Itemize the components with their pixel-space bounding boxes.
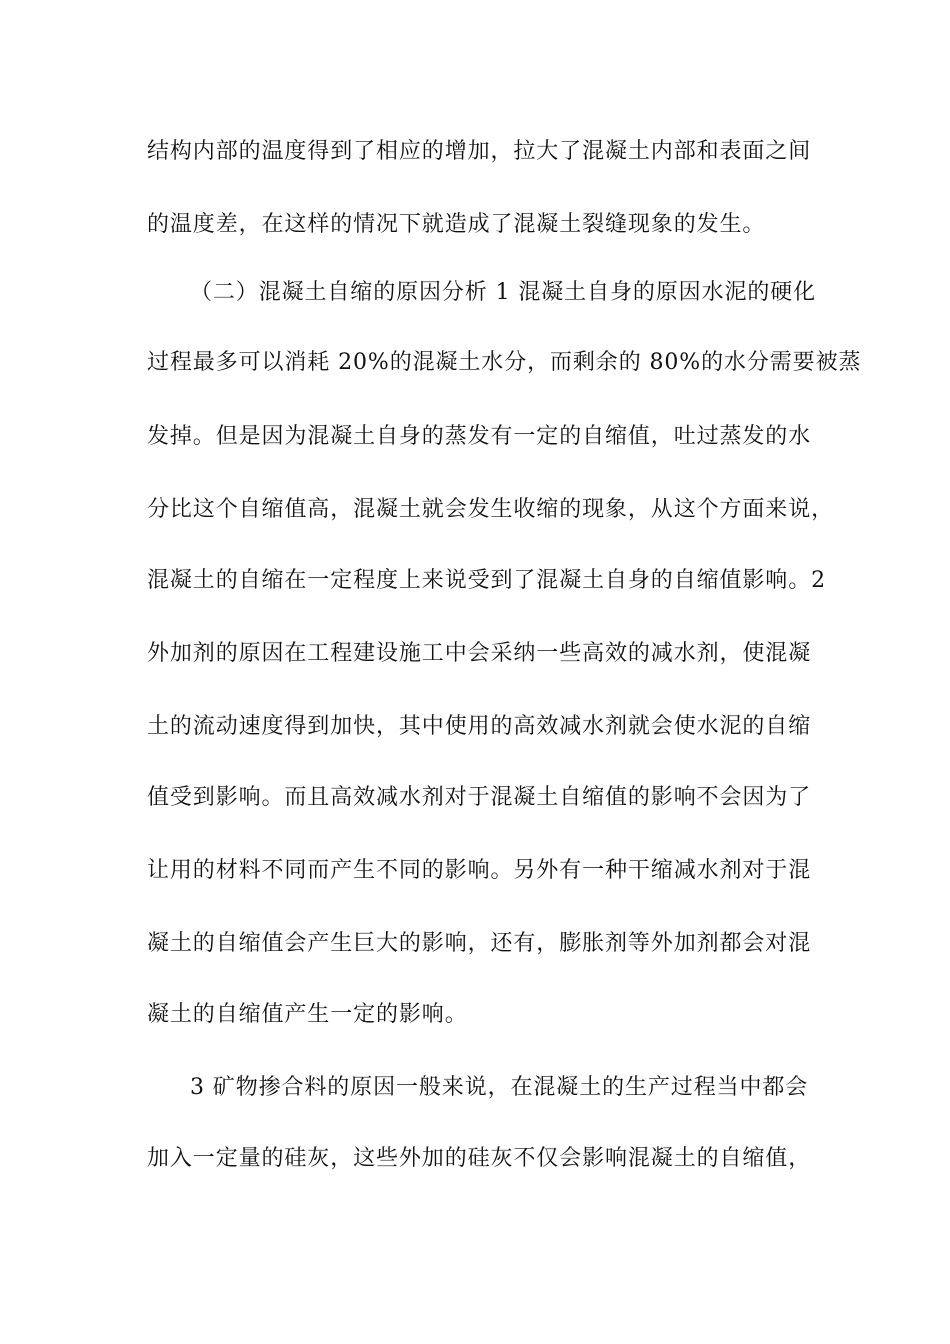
text-line: 发掉。但是因为混凝土自身的蒸发有一定的自缩值，吐过蒸发的水 bbox=[147, 424, 812, 449]
text-line: 凝土的自缩值产生一定的影响。 bbox=[147, 1002, 468, 1027]
text-line: 凝土的自缩值会产生巨大的影响，还有，膨胀剂等外加剂都会对混 bbox=[147, 931, 812, 956]
text-line: 土的流动速度得到加快，其中使用的高效减水剂就会使水泥的自缩 bbox=[147, 714, 812, 739]
text-line: 结构内部的温度得到了相应的增加，拉大了混凝土内部和表面之间 bbox=[147, 139, 812, 164]
text-line: 过程最多可以消耗 20%的混凝土水分，而剩余的 80%的水分需要被蒸 bbox=[147, 350, 862, 375]
text-line: 让用的材料不同而产生不同的影响。另外有一种干缩减水剂对于混 bbox=[147, 858, 812, 883]
paragraph-heading-line: （二）混凝土自缩的原因分析 1 混凝土自身的原因水泥的硬化 bbox=[190, 280, 817, 305]
text-line: 的温度差，在这样的情况下就造成了混凝土裂缝现象的发生。 bbox=[147, 212, 766, 237]
paragraph-start-line: 3 矿物掺合料的原因一般来说，在混凝土的生产过程当中都会 bbox=[190, 1075, 809, 1100]
text-line: 外加剂的原因在工程建设施工中会采纳一些高效的减水剂，使混凝 bbox=[147, 641, 812, 666]
text-line: 加入一定量的硅灰，这些外加的硅灰不仅会影响混凝土的自缩值， bbox=[147, 1146, 812, 1171]
text-line: 值受到影响。而且高效减水剂对于混凝土自缩值的影响不会因为了 bbox=[147, 785, 812, 810]
text-line: 混凝土的自缩在一定程度上来说受到了混凝土自身的自缩值影响。2 bbox=[147, 568, 826, 593]
text-line: 分比这个自缩值高，混凝土就会发生收缩的现象，从这个方面来说， bbox=[147, 497, 835, 522]
